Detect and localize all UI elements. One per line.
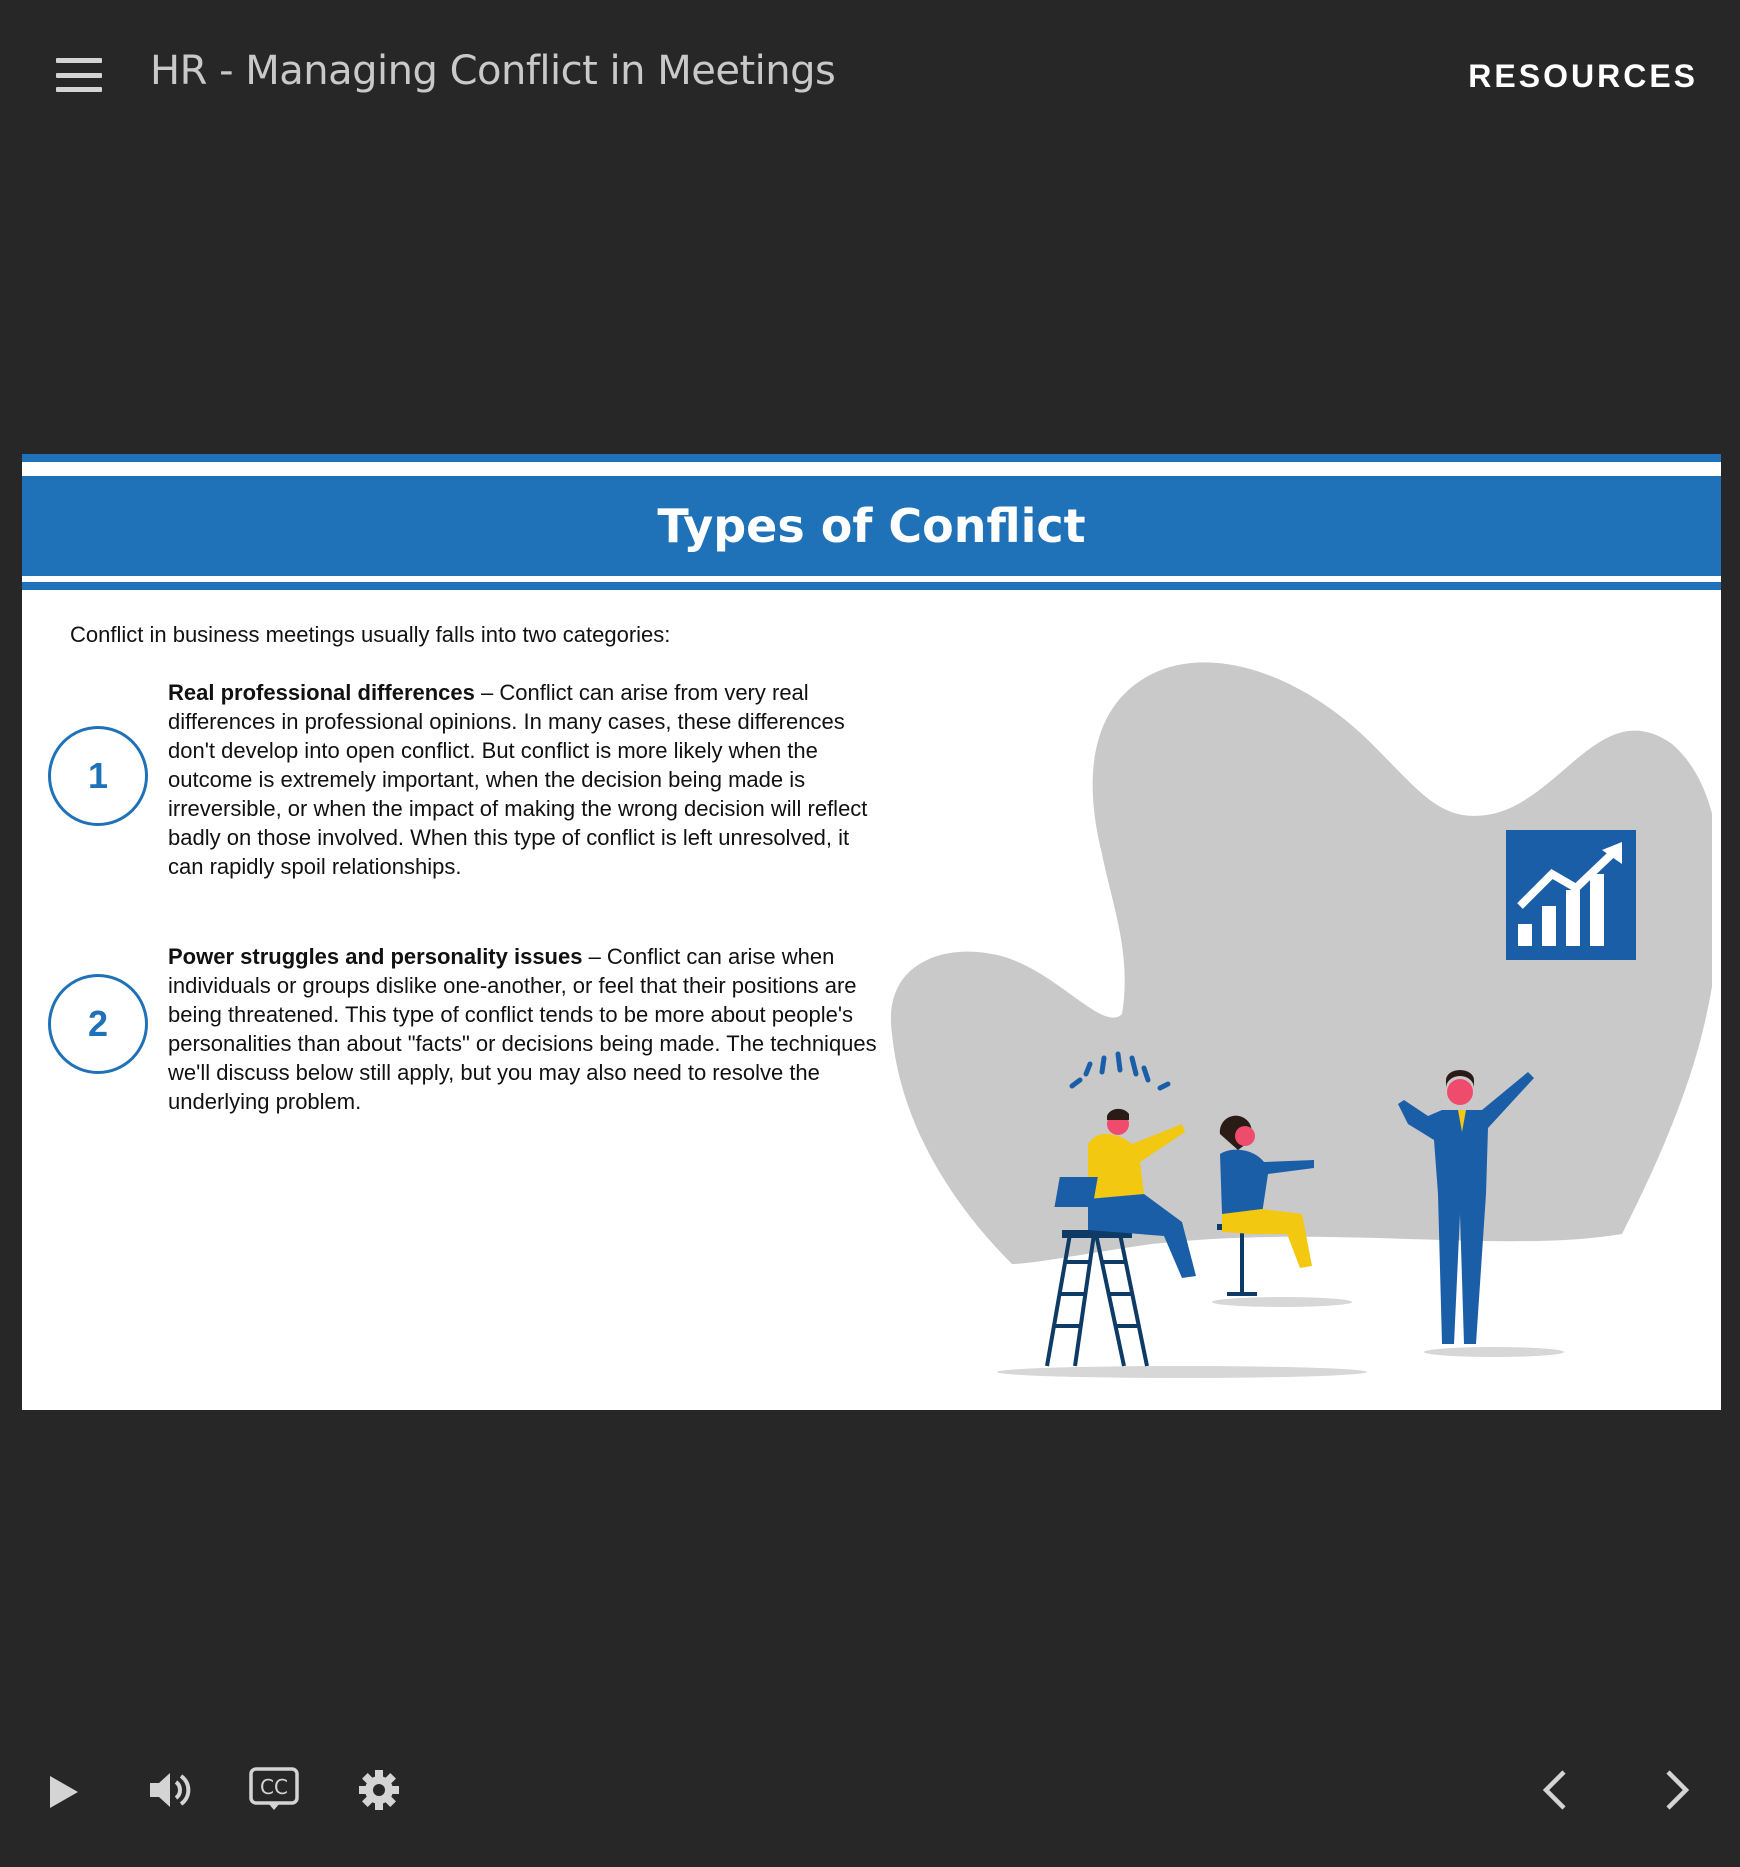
chevron-right-icon[interactable] — [1662, 1768, 1692, 1812]
item-body: – Conflict can arise from very real differences in professional opinions. In many cases, these differences don't develop into open conflict. But conflict is more likely when the outcome is extremely important, when the decision being made is irreversible, or when the impact of making the wrong decision will reflect badly on those involved. When this type of conflict is left unresolved, it can rapidly spoil relationships. — [168, 680, 868, 879]
resources-button[interactable]: RESOURCES — [1468, 58, 1698, 94]
banner-stripe-top — [22, 454, 1721, 462]
player-controls — [0, 1740, 1740, 1840]
title-banner — [22, 476, 1721, 576]
gear-icon[interactable] — [358, 1769, 400, 1811]
meeting-illustration — [882, 654, 1712, 1394]
intro-text: Conflict in business meetings usually falls into two categories: — [70, 622, 671, 647]
number-badge: 1 — [48, 726, 148, 826]
item-heading: Real professional differences — [168, 680, 475, 705]
item-text — [168, 942, 888, 1116]
background-blob — [891, 662, 1712, 1264]
slide-title: Types of Conflict — [657, 499, 1086, 553]
volume-icon[interactable] — [148, 1768, 192, 1812]
play-icon[interactable] — [48, 1774, 80, 1810]
item-heading: Power struggles and personality issues — [168, 944, 583, 969]
chevron-left-icon[interactable] — [1540, 1768, 1570, 1812]
hamburger-menu-icon[interactable] — [56, 58, 106, 92]
number-badge: 2 — [48, 974, 148, 1074]
item-text — [168, 678, 888, 881]
slide-canvas — [22, 454, 1721, 1410]
svg-text:CC: CC — [260, 1775, 288, 1799]
banner-stripe-bottom — [22, 582, 1721, 590]
growth-chart-sign — [1506, 830, 1636, 960]
item-body: – Conflict can arise when individuals or groups dislike one-another, or feel that their positions are being threatened. This type of conflict tends to be more about people's personalities than about "facts" or decisions being made. The techniques we'll discuss below still apply, but you may also need to resolve the underlying problem. — [168, 944, 877, 1114]
top-bar — [0, 0, 1740, 150]
course-title: HR - Managing Conflict in Meetings — [150, 48, 836, 94]
closed-captions-icon[interactable] — [248, 1766, 300, 1814]
